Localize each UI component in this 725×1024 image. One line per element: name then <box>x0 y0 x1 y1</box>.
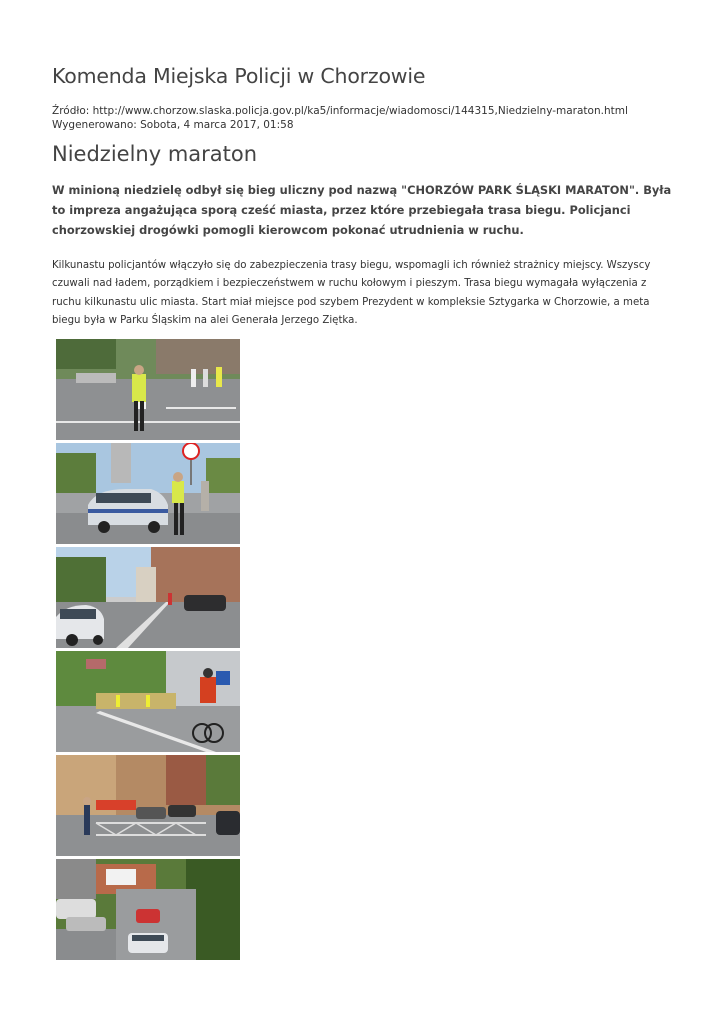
photo-image <box>56 651 240 752</box>
photo-image <box>56 547 240 648</box>
source-line: Źródło: http://www.chorzow.slaska.policja.gov.pl/ka5/informacje/wiadomosci/144315,Niedzielny-maraton.html <box>52 105 628 117</box>
gallery-photo-5[interactable] <box>56 755 240 856</box>
photo-image <box>56 859 240 960</box>
site-title: Komenda Miejska Policji w Chorzowie <box>52 64 426 88</box>
gallery-photo-4[interactable] <box>56 651 240 752</box>
gallery-photo-6[interactable] <box>56 859 240 960</box>
article-body: Kilkunastu policjantów włączyło się do zabezpieczenia trasy biegu, wspomagli ich również strażnicy miejscy. Wszyscy czuwali nad ładem, porządkiem i bezpieczeństwem w ruchu kołowym i pieszym. Trasa biegu wymagała wyłączenia z ruchu kilkunastu ulic miasta. Start miał miejsce pod szybem Prezydent w kompleksie Sztygarka w Chorzowie, a meta biegu była w Parku Śląskim na alei Generała Jerzego Ziętka. <box>52 260 651 327</box>
article-title: Niedzielny maraton <box>52 142 258 166</box>
photo-image <box>56 755 240 856</box>
article-lead: W minioną niedzielę odbył się bieg uliczny pod nazwą "CHORZÓW PARK ŚLĄSKI MARATON". Była to impreza angażująca sporą cześć miasta, przez które przebiegała trasa biegu. Policjanci chorzowskiej drogówki pomogli kierowcom pokonać utrudnienia w ruchu. <box>52 183 672 237</box>
generated-line: Wygenerowano: Sobota, 4 marca 2017, 01:58 <box>52 119 294 131</box>
gallery-photo-3[interactable] <box>56 547 240 648</box>
meta-info <box>52 104 628 132</box>
photo-image <box>56 443 240 544</box>
photo-image <box>56 339 240 440</box>
gallery-photo-2[interactable] <box>56 443 240 544</box>
gallery-photo-1[interactable] <box>56 339 240 440</box>
